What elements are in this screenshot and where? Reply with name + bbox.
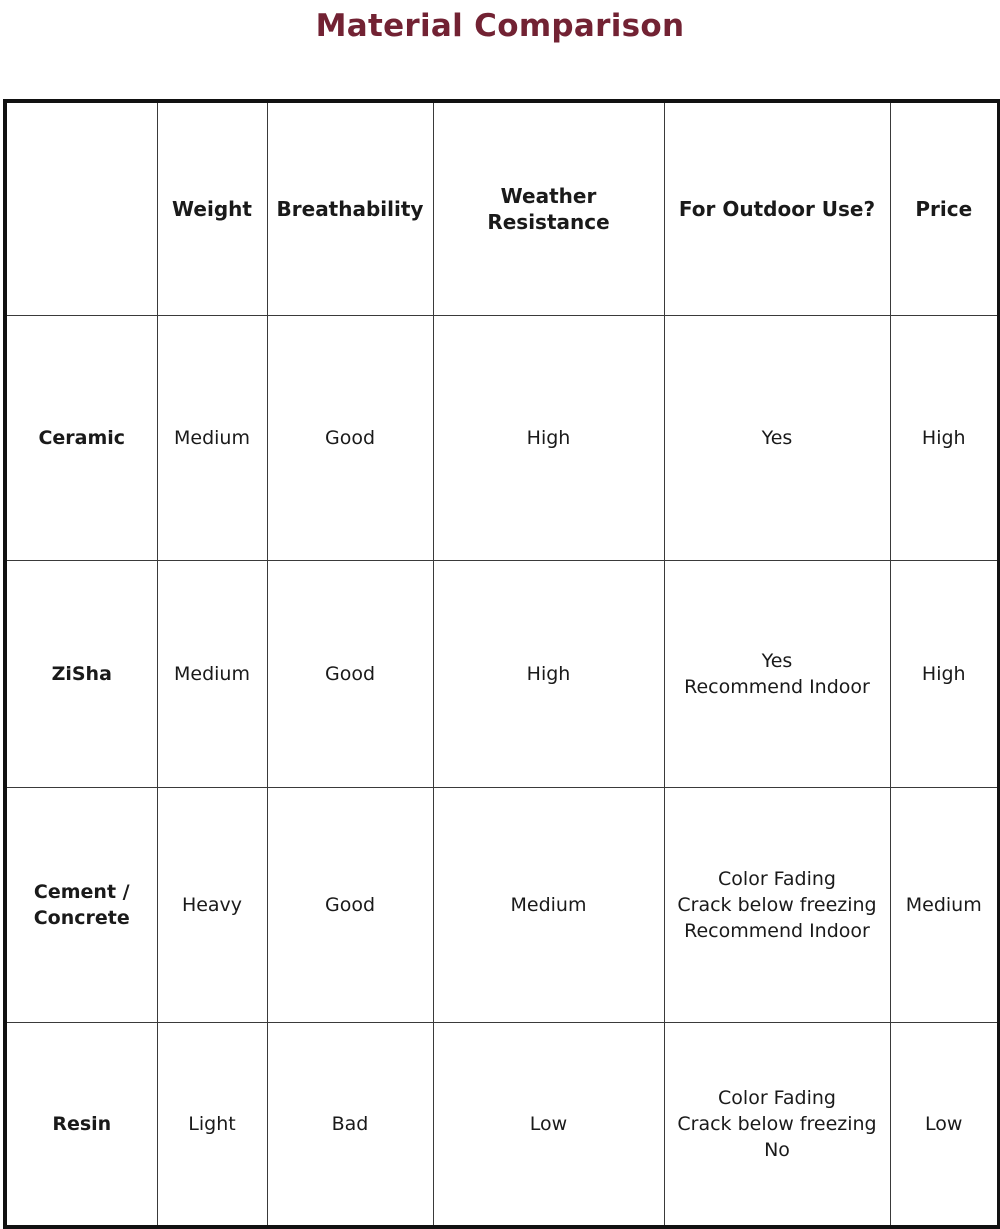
cell-outdoor-use [664,316,890,561]
table-header-row [5,101,999,316]
cell-outdoor-use [664,561,890,788]
comparison-table-container [3,99,997,1229]
cell-breathability: Good [267,788,433,1023]
row-header-material: Cement / Concrete [5,788,157,1023]
row-header-material: ZiSha [5,561,157,788]
cell-weather-resistance: High [433,561,664,788]
cell-breathability: Good [267,561,433,788]
row-header-material: Resin [5,1023,157,1228]
cell-price: High [890,561,999,788]
cell-price: Medium [890,788,999,1023]
cell-outdoor-use-line: Yes [761,650,793,672]
cell-outdoor-use-line: Color Fading [718,1087,836,1109]
cell-outdoor-use-line: Crack below freezing [677,894,877,916]
table-row [5,561,999,788]
cell-outdoor-use-line: Color Fading [718,868,836,890]
cell-weight: Heavy [157,788,267,1023]
table-corner-cell [5,101,157,316]
cell-breathability: Bad [267,1023,433,1228]
row-header-material: Ceramic [5,316,157,561]
column-header-breathability: Breathability [267,101,433,316]
cell-outdoor-use-line: Yes [761,427,793,449]
table-row [5,1023,999,1228]
cell-outdoor-use-line: Recommend Indoor [684,920,870,942]
table-row [5,788,999,1023]
material-comparison-table [3,99,1000,1229]
table-row [5,316,999,561]
page-title: Material Comparison [315,8,685,44]
cell-outdoor-use [664,1023,890,1228]
cell-outdoor-use-line: No [764,1139,790,1161]
cell-weight: Medium [157,561,267,788]
column-header-weight: Weight [157,101,267,316]
cell-outdoor-use-line: Recommend Indoor [684,676,870,698]
cell-weather-resistance: High [433,316,664,561]
cell-weather-resistance: Low [433,1023,664,1228]
column-header-outdoor-use: For Outdoor Use? [664,101,890,316]
cell-price: Low [890,1023,999,1228]
cell-outdoor-use-line: Crack below freezing [677,1113,877,1135]
column-header-weather-resistance: Weather Resistance [433,101,664,316]
cell-weather-resistance: Medium [433,788,664,1023]
column-header-price: Price [890,101,999,316]
cell-outdoor-use [664,788,890,1023]
cell-price: High [890,316,999,561]
cell-breathability: Good [267,316,433,561]
cell-weight: Light [157,1023,267,1228]
cell-weight: Medium [157,316,267,561]
